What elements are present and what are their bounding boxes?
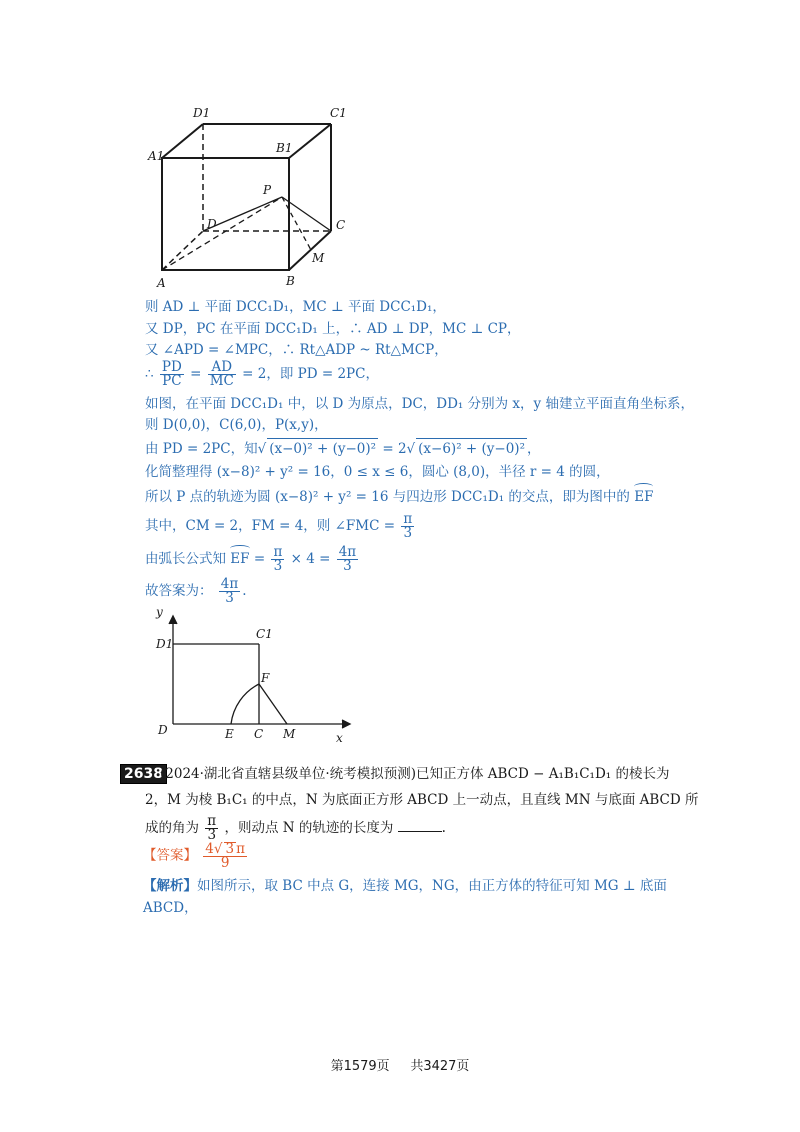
page-footer (0, 1055, 800, 1074)
sqrt-symbol: √ (406, 441, 416, 457)
label-C1: C1 (330, 106, 347, 120)
solution-line-1: 则 AD ⊥ 平面 DCC₁D₁，MC ⊥ 平面 DCC₁D₁， (145, 299, 446, 315)
solution-line-6: 则 D(0,0)，C(6,0)，P(x,y)， (145, 417, 328, 433)
analysis-line-1: 【解析】如图所示，取 BC 中点 G，连接 MG，NG，由正方体的特征可知 MG ⊥ 底面 (143, 878, 667, 894)
solution-line-12: 故答案为： $\frac{4\pi}{3}$ . (145, 576, 247, 606)
fraction-ad-mc: $\frac{AD}{MC}$ (209, 359, 234, 389)
solution-line-10: 其中，CM = 2，FM = 4，则 ∠FMC = $\frac{\pi}{3}$ (145, 511, 413, 541)
answer-tag: 【答案】 (143, 847, 197, 864)
label-D: D (158, 723, 168, 737)
label-C: C (336, 218, 346, 232)
label-x: x (336, 731, 343, 745)
solution-line-7: 由 PD = 2PC，知√ (x−0)² + (y−0)² = 2√ (x−6)² + (y−0)² ， (145, 438, 540, 459)
question-line-2: 2，M 为棱 B₁C₁ 的中点，N 为底面正方形 ABCD 上一动点，且直线 MN 与底面 ABCD 所 (145, 792, 699, 808)
answer-blank (398, 817, 442, 832)
solution-line-8: 化简整理得 (x−8)² + y² = 16，0 ≤ x ≤ 6，圆心 (8,0)，半径 r = 4 的圆， (145, 464, 610, 480)
analysis-tag: 【解析】 (143, 878, 197, 894)
solution-line-9: 所以 P 点的轨迹为圆 (x−8)² + y² = 16 与四边形 DCC₁D₁ 的交点，即为图中的 EF (145, 489, 654, 505)
fraction-pi-3: $\frac{\pi}{3}$ (403, 511, 413, 541)
fraction-pi-3: $\frac{\pi}{3}$ (207, 813, 217, 843)
label-P: P (263, 183, 272, 197)
sqrt-symbol: √ (257, 441, 267, 457)
answer-fraction: $\frac{4√ 3 \pi}{9}$ (205, 841, 245, 871)
label-C: C (254, 727, 264, 741)
label-M: M (283, 727, 296, 741)
total-pages: 共3427页 (410, 1059, 470, 1074)
label-F: F (261, 671, 270, 685)
label-E: E (225, 727, 234, 741)
fraction-4pi-3: $\frac{4\pi}{3}$ (220, 576, 239, 606)
answer-line (143, 842, 249, 870)
page-number: 第1579页 (330, 1059, 390, 1074)
label-C1: C1 (256, 627, 273, 641)
question-number-badge: 2638 (120, 764, 167, 784)
question-line-1: (2024·湖北省直辖县级单位·统考模拟预测)已知正方体 ABCD − A₁B₁C₁D₁ 的棱长为 (160, 766, 670, 782)
solution-line-5: 如图，在平面 DCC₁D₁ 中，以 D 为原点，DC，DD₁ 分别为 x，y 轴建立平面直角坐标系， (145, 396, 694, 412)
fraction-pi-3: $\frac{\pi}{3}$ (273, 544, 283, 574)
label-D1: D1 (193, 106, 211, 120)
label-y: y (156, 605, 163, 619)
fraction-4pi-3: $\frac{4\pi}{3}$ (338, 544, 357, 574)
label-D1: D1 (156, 637, 174, 651)
arc-ef: EF (230, 551, 250, 567)
solution-line-3: 又 ∠APD = ∠MPC，∴ Rt△ADP ~ Rt△MCP， (145, 342, 448, 358)
cube-figure (0, 0, 800, 300)
analysis-line-2: ABCD， (143, 900, 198, 916)
label-A1: A1 (148, 149, 165, 163)
solution-line-4: ∴ $\frac{PD}{PC}$ = $\frac{AD}{MC}$ = 2，即 PD = 2PC， (145, 359, 379, 389)
fraction-pd-pc: $\frac{PD}{PC}$ (161, 359, 182, 389)
question-line-3: 成的角为 $\frac{\pi}{3}$ ，则动点 N 的轨迹的长度为 . (145, 813, 446, 843)
arc-ef: EF (634, 489, 654, 505)
solution-line-11: 由弧长公式知 EF = $\frac{\pi}{3}$ × 4 = $\frac{4\pi}{3}$ (145, 544, 357, 574)
label-B: B (286, 274, 295, 288)
sqrt-symbol: √ (213, 841, 223, 857)
label-B1: B1 (276, 141, 293, 155)
label-D: D (207, 217, 217, 231)
label-A: A (157, 276, 166, 290)
solution-line-2: 又 DP，PC 在平面 DCC₁D₁ 上，∴ AD ⊥ DP，MC ⊥ CP， (145, 321, 521, 337)
label-M: M (312, 251, 325, 265)
